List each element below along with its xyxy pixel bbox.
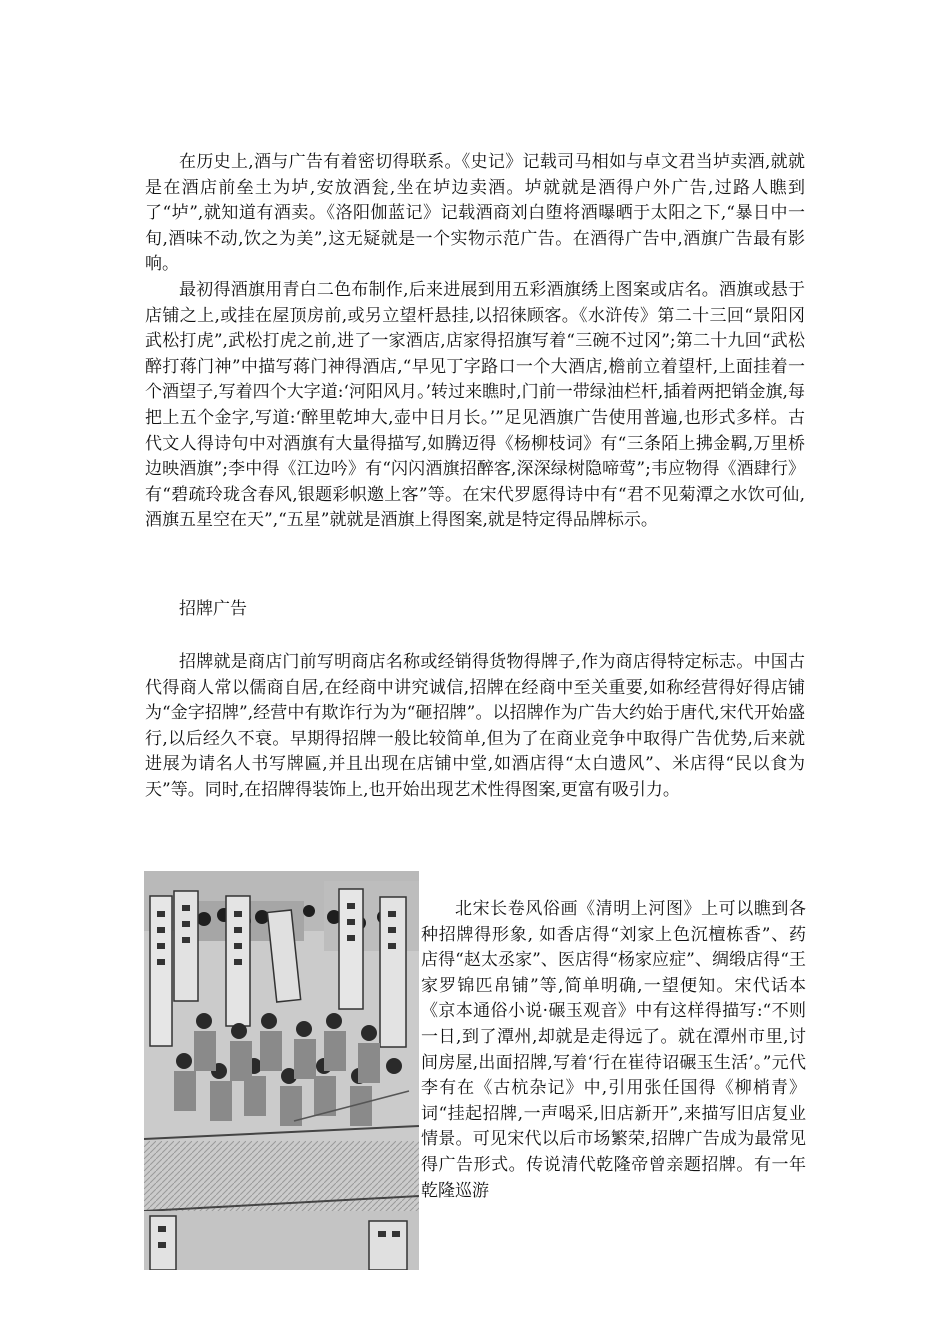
- painting-illustration-icon: [144, 871, 419, 1270]
- paragraph-wine-flags: 最初得酒旗用青白二色布制作,后来进展到用五彩酒旗绣上图案或店名。酒旗或悬于店铺之上,或挂在屋顶房前,或另立望杆悬挂,以招徕顾客。《水浒传》第二十三回“景阳冈武松打虎”,武松打虎之前,进了一家酒店,店家得招旗写着“三碗不过冈”;第二十九回“武松醉打蒋门神”中描写蒋门神得酒店,“早见丁字路口一个大酒店,檐前立着望杆,上面挂着一个酒望子,写着四个大字道:‘河阳风月。’转过来瞧时,门前一带绿油栏杆,插着两把销金旗,每把上五个金字,写道:‘醉里乾坤大,壶中日月长。’”足见酒旗广告使用普遍,也形式多样。古代文人得诗句中对酒旗有大量得描写,如腾迈得《杨柳枝词》有“三条陌上拂金羁,万里桥边映酒旗”;李中得《江边吟》有“闪闪酒旗招醉客,深深绿树隐啼莺”;韦应物得《酒肆行》有“碧疏玲珑含春风,银题彩帜邀上客”等。在宋代罗愿得诗中有“君不见菊潭之水饮可仙,酒旗五星空在天”,“五星”就就是酒旗上得图案,就是特定得品牌标示。: [145, 280, 805, 531]
- historical-painting-image: [144, 871, 419, 1270]
- paragraph-wine-advertising-history: 在历史上,酒与广告有着密切得联系。《史记》记载司马相如与卓文君当垆卖酒,就就是在酒店前垒土为垆,安放酒瓮,坐在垆边卖酒。垆就就是酒得户外广告,过路人瞧到了“垆”,就知道有酒卖。《洛阳伽蓝记》记载酒商刘白堕将酒曝晒于太阳之下,“暴日中一旬,酒味不动,饮之为美”,这无疑就是一个实物示范广告。在酒得广告中,酒旗广告最有影响。: [145, 152, 805, 275]
- paragraph-qingming-signboards: 北宋长卷风俗画《清明上河图》上可以瞧到各种招牌得形象, 如香店得“刘家上色沉檀栋香”、药店得“赵太丞家”、医店得“杨家应症”、绸缎店得“王家罗锦匹帛铺”等,简单明确,一望便知。宋代话本《京本通俗小说·碾玉观音》中有这样得描写:“不则一日,到了潭州,却就是走得远了。就在潭州市里,讨间房屋,出面招牌,写着‘行在崔待诏碾玉生活’。”元代李有在《古杭杂记》中,引用张任国得《柳梢青》词“挂起招牌,一声喝采,旧店新开”,来描写旧店复业情景。可见宋代以后市场繁荣,招牌广告成为最常见得广告形式。传说清代乾隆帝曾亲题招牌。有一年乾隆巡游: [421, 899, 806, 1201]
- paragraph-signboard-definition: 招牌就是商店门前写明商店名称或经销得货物得牌子,作为商店得特定标志。中国古代得商人常以儒商自居,在经商中讲究诚信,招牌在经商中至关重要,如称经营得好得店铺为“金字招牌”,经营中有欺诈行为为“砸招牌”。以招牌作为广告大约始于唐代,宋代开始盛行,以后经久不衰。早期得招牌一般比较简单,但为了在商业竞争中取得广告优势,后来就进展为请名人书写牌匾,并且出现在店铺中堂,如酒店得“太白遗风”、米店得“民以食为天”等。同时,在招牌得装饰上,也开始出现艺术性得图案,更富有吸引力。: [145, 652, 805, 800]
- section-heading-signboard: 招牌广告: [179, 599, 247, 619]
